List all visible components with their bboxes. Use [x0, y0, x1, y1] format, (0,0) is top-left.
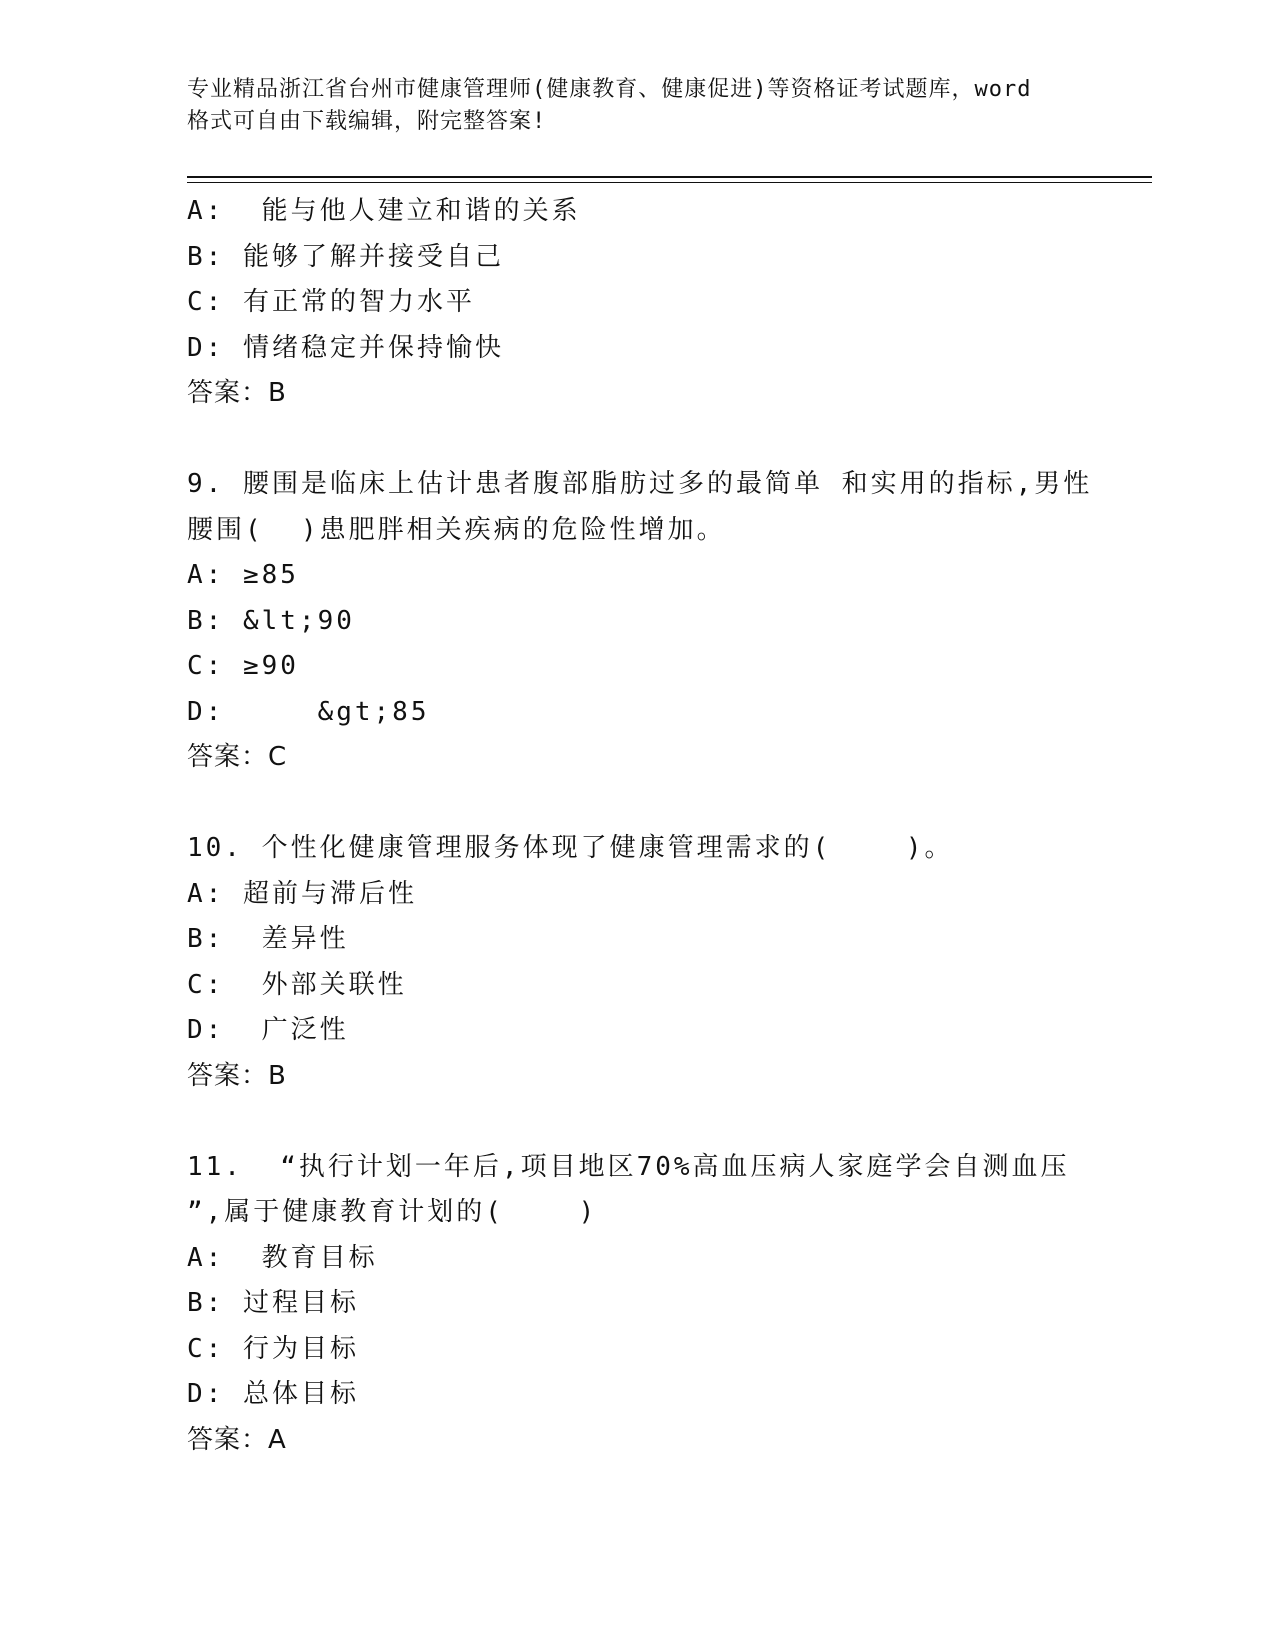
- header-divider-thin: [187, 182, 1152, 183]
- option-b: B: 过程目标: [187, 1288, 359, 1318]
- option-d: D: 情绪稳定并保持愉快: [187, 332, 504, 363]
- question-text-line-1: 9. 腰围是临床上估计患者腹部脂肪过多的最简单 和实用的指标,男性: [187, 469, 1093, 499]
- option-c: C: 行为目标: [187, 1333, 359, 1364]
- question-text-line-2: ”,属于健康教育计划的( ): [187, 1197, 598, 1227]
- option-b: B: 差异性: [187, 924, 349, 954]
- question-list: [187, 189, 1152, 1463]
- header-divider-thick: [187, 176, 1152, 178]
- option-c: C: 有正常的智力水平: [187, 287, 475, 317]
- header-line-1: 专业精品浙江省台州市健康管理师(健康教育、健康促进)等资格证考试题库，word: [187, 77, 1032, 102]
- document-header: [187, 74, 1087, 138]
- option-a: A: 教育目标: [187, 1242, 378, 1273]
- question-block: [187, 462, 1152, 781]
- option-d: D: 广泛性: [187, 1015, 349, 1045]
- option-c: C: 外部关联性: [187, 969, 407, 1000]
- question-text-line-1: 10. 个性化健康管理服务体现了健康管理需求的( )。: [187, 833, 954, 863]
- option-a: A: 能与他人建立和谐的关系: [187, 196, 581, 226]
- question-text-line-1: 11. “执行计划一年后,项目地区70%高血压病人家庭学会自测血压: [187, 1151, 1070, 1182]
- question-text-line-2: 腰围( )患肥胖相关疾病的危险性增加。: [187, 514, 726, 545]
- answer-line: 答案：B: [187, 1060, 287, 1091]
- option-b: B: 能够了解并接受自己: [187, 241, 504, 272]
- block-spacer: [187, 417, 1152, 463]
- question-block: [187, 1145, 1152, 1464]
- block-spacer: [187, 1099, 1152, 1145]
- question-block: [187, 826, 1152, 1099]
- answer-line: 答案：C: [187, 742, 288, 772]
- answer-line: 答案：B: [187, 378, 287, 408]
- answer-line: 答案：A: [187, 1424, 287, 1455]
- option-a: A: ≥85: [187, 560, 299, 590]
- option-b: B: &lt;90: [187, 605, 355, 636]
- option-d: D: 总体目标: [187, 1379, 359, 1409]
- option-a: A: 超前与滞后性: [187, 878, 417, 909]
- question-block: [187, 189, 1152, 417]
- block-spacer: [187, 781, 1152, 827]
- header-line-2: 格式可自由下载编辑，附完整答案!: [187, 109, 547, 134]
- option-c: C: ≥90: [187, 651, 299, 681]
- option-d: D: &gt;85: [187, 696, 430, 727]
